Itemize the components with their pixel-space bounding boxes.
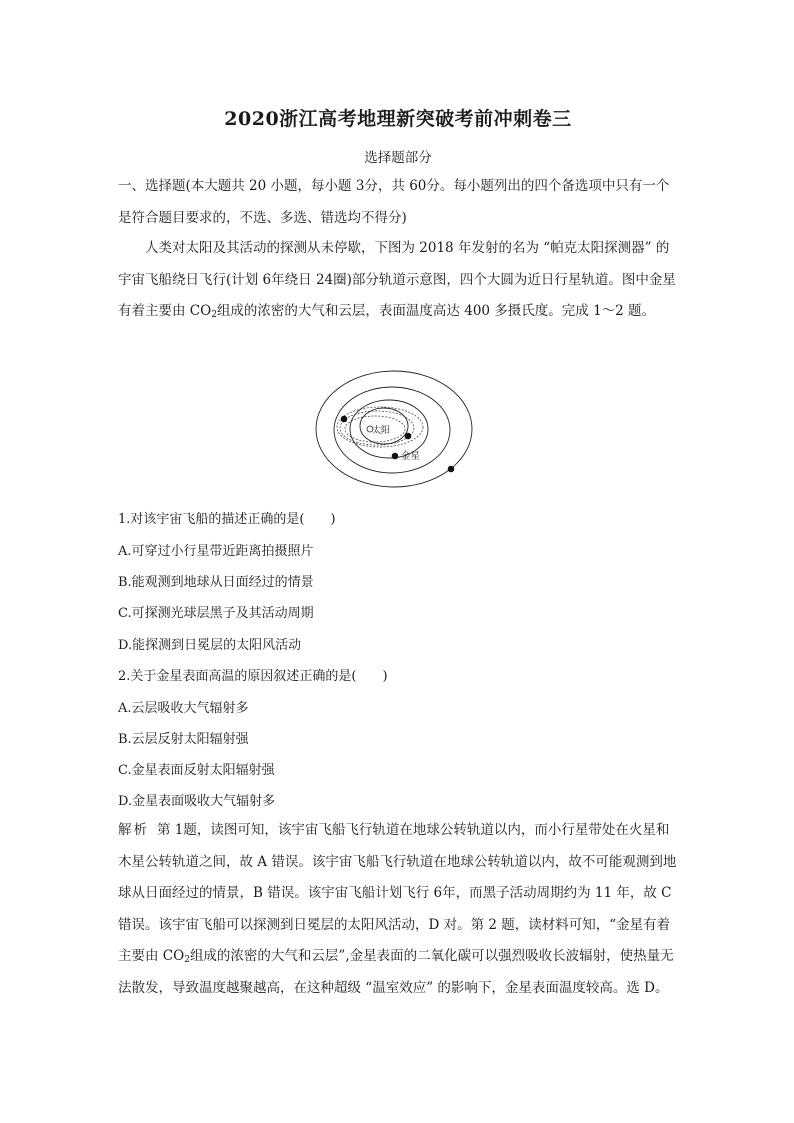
- planet-dot-left: [341, 416, 348, 423]
- sun-label: 太阳: [372, 426, 391, 436]
- intro-text-part1: 人类对太阳及其活动的探测从未停歇，下图为 2018 年发射的名为 “帕克太阳探测器” 的宇宙飞船绕日飞行(计划 6年绕日 24圈)部分轨道示意图，四个大圆为近日行星轨道。图中金星有着主要由 CO: [118, 240, 676, 319]
- intro-subscript: 2: [211, 310, 217, 320]
- analysis-text-part2: 组成的浓密的大气和云层”,金星表面的二氧化碳可以强烈吸收长波辐射，使热量无法散发，导致温度越聚越高，在这种超级 “温室效应” 的影响下，金星表面温度较高。选 D。: [118, 948, 674, 996]
- venus-label: 金星: [401, 451, 421, 462]
- question-2-option-b: B.云层反射太阳辐射强: [118, 732, 249, 747]
- question-2-option-c: C.金星表面反射太阳辐射强: [118, 763, 275, 778]
- analysis-paragraph: [118, 815, 678, 1004]
- section-instruction: 一、选择题(本大题共 20 小题，每小题 3分，共 60分。每小题列出的四个备选项中只有一个是符合题目要求的，不选、多选、错选均不得分): [118, 178, 670, 226]
- analysis-subscript: 2: [184, 955, 190, 965]
- question-1-option-b: B.能观测到地球从日面经过的情景: [118, 575, 314, 590]
- planet-dot-inner: [405, 433, 412, 440]
- question-1-option-a: A.可穿过小行星带近距离拍摄照片: [118, 544, 314, 559]
- orbit-diagram-svg: [314, 368, 482, 498]
- analysis-label: 解析: [118, 822, 149, 838]
- venus-dot: [392, 453, 399, 460]
- analysis-text-part1: 第 1题，读图可知，该宇宙飞船飞行轨道在地球公转轨道以内，而小行星带处在火星和木星公转轨道之间，故 A 错误。该宇宙飞船飞行轨道在地球公转轨道以内，故不可能观测到地球从日面经过的情景，B 错误。该宇宙飞船计划飞行 6年，而黑子活动周期约为 11 年，故 C 错误。该宇宙飞船可以探测到日冕层的太阳风活动，D 对。第 2 题，读材料可知，“金星有着主要由 CO: [118, 822, 677, 964]
- planet-dot-outer: [448, 466, 455, 473]
- question-2-option-d: D.金星表面吸收大气辐射多: [118, 794, 276, 809]
- section-subtitle: 选择题部分: [364, 150, 432, 166]
- orbit-diagram: [314, 368, 482, 498]
- question-2-option-a: A.云层吸收大气辐射多: [118, 701, 249, 716]
- question-1-option-d: D.能探测到日冕层的太阳风活动: [118, 638, 302, 653]
- question-1-option-c: C.可探测光球层黑子及其活动周期: [118, 606, 314, 621]
- question-2-stem: 2.关于金星表面高温的原因叙述正确的是( ): [118, 669, 388, 684]
- intro-paragraph: [118, 233, 678, 328]
- intro-text-part2: 组成的浓密的大气和云层，表面温度高达 400 多摄氏度。完成 1～2 题。: [216, 303, 656, 319]
- page-title: 2020浙江高考地理新突破考前冲刺卷三: [224, 108, 572, 130]
- question-1-stem: 1.对该宇宙飞船的描述正确的是( ): [118, 512, 336, 527]
